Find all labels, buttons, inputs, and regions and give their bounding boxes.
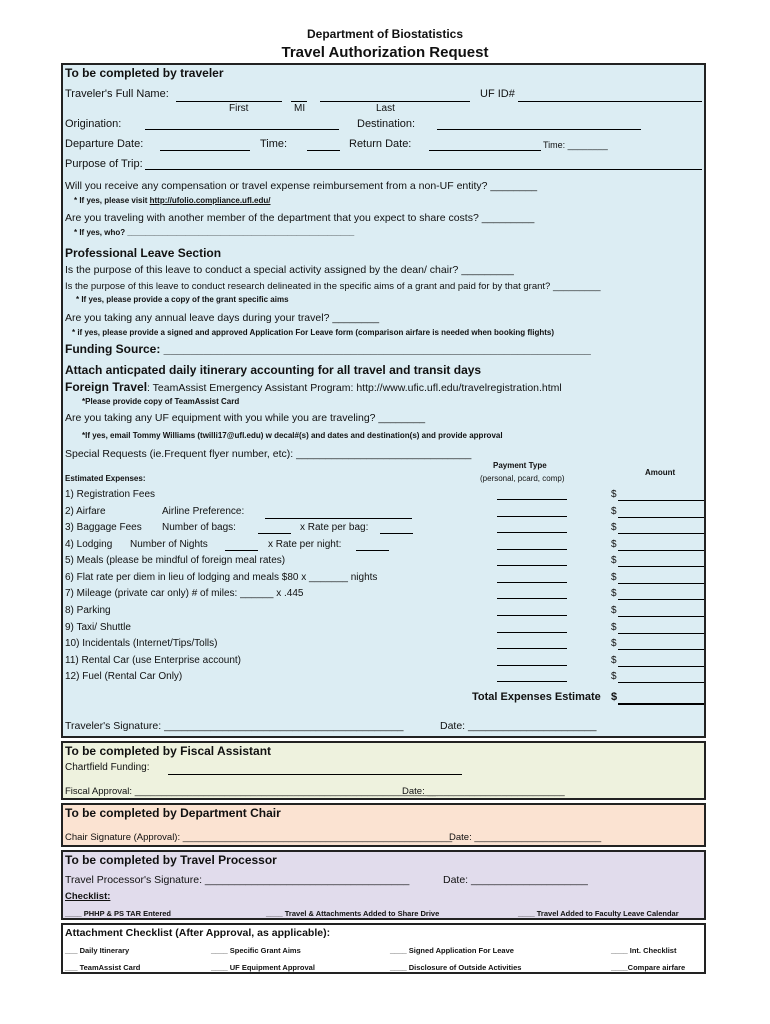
departure-time-field[interactable] — [307, 150, 340, 151]
bags-field[interactable] — [258, 533, 291, 534]
departure-time-label: Time: — [260, 138, 288, 150]
bag-rate-field[interactable] — [380, 533, 413, 534]
checklist-item-tar[interactable]: ____ PHHP & PS TAR Entered — [65, 909, 172, 918]
purpose-label: Purpose of Trip: — [65, 158, 143, 170]
compliance-note — [74, 196, 271, 205]
origination-label: Origination: — [65, 118, 122, 130]
attachment-leave-application[interactable]: ____ Signed Application For Leave — [390, 946, 514, 955]
traveler-heading: To be completed by traveler — [65, 66, 224, 80]
total-dollar-sign: $ — [611, 691, 618, 703]
dean-question: Is the purpose of this leave to conduct a special activity assigned by the dean/ chair? _________ — [65, 264, 514, 276]
amount-field-12[interactable] — [618, 682, 704, 683]
compliance-note-prefix: * If yes, please visit — [74, 196, 150, 205]
dollar-sign-9: $ — [611, 622, 617, 633]
equipment-question: Are you taking any UF equipment with you while you are traveling? ________ — [65, 412, 426, 424]
last-caption: Last — [376, 103, 395, 114]
payment-type-field-12[interactable] — [497, 681, 567, 682]
airline-preference-label: Airline Preference: — [162, 506, 245, 517]
traveler-date-field[interactable]: Date: ______________________ — [440, 720, 597, 732]
payment-type-field-4[interactable] — [497, 549, 567, 550]
dollar-sign-1: $ — [611, 489, 617, 500]
dollar-sign-7: $ — [611, 588, 617, 599]
amount-field-6[interactable] — [618, 583, 704, 584]
dollar-sign-4: $ — [611, 539, 617, 550]
departure-date-field[interactable] — [160, 150, 250, 151]
bag-rate-label: x Rate per bag: — [300, 522, 369, 533]
amount-field-8[interactable] — [618, 616, 704, 617]
form-title: Travel Authorization Request — [281, 44, 489, 61]
payment-type-field-11[interactable] — [497, 665, 567, 666]
attachment-equipment-approval[interactable]: ____ UF Equipment Approval — [211, 963, 315, 972]
annual-leave-note: * if yes, please provide a signed and approved Application For Leave form (comparison airfare is needed when booking flights) — [72, 328, 555, 337]
expense-label-2: 2) Airfare — [65, 506, 106, 517]
funding-source-label: Funding Source: ________________________________________________________________ — [65, 342, 591, 356]
destination-field[interactable] — [437, 129, 641, 130]
airline-preference-field[interactable] — [265, 518, 412, 519]
attachment-daily-itinerary[interactable]: ___ Daily Itinerary — [65, 946, 130, 955]
professional-leave-heading: Professional Leave Section — [65, 246, 222, 260]
return-time-label[interactable]: Time: ________ — [543, 140, 608, 150]
full-name-label: Traveler's Full Name: — [65, 88, 169, 100]
purpose-field[interactable] — [145, 169, 702, 170]
ufid-label: UF ID# — [480, 88, 515, 100]
expense-label-6: 6) Flat rate per diem in lieu of lodging and meals $80 x _______ nights — [65, 572, 378, 583]
traveler-signature-field[interactable]: Traveler's Signature: _________________________________________ — [65, 720, 404, 732]
amount-field-9[interactable] — [618, 633, 704, 634]
attachment-int-checklist[interactable]: ____ Int. Checklist — [611, 946, 677, 955]
attachment-teamassist-card[interactable]: ___ TeamAssist Card — [65, 963, 141, 972]
fiscal-heading: To be completed by Fiscal Assistant — [65, 744, 272, 758]
amount-field-11[interactable] — [618, 666, 704, 667]
expense-label-4: 4) Lodging — [65, 539, 113, 550]
checklist-label: Checklist: — [65, 891, 111, 902]
attachment-grant-aims[interactable]: ____ Specific Grant Aims — [211, 946, 301, 955]
annual-leave-question: Are you taking any annual leave days during your travel? ________ — [65, 312, 380, 324]
expense-label-9: 9) Taxi/ Shuttle — [65, 622, 131, 633]
expense-label-7: 7) Mileage (private car only) # of miles: ______ x .445 — [65, 588, 304, 599]
payment-type-field-8[interactable] — [497, 615, 567, 616]
payment-type-sub: (personal, pcard, comp) — [480, 474, 565, 483]
grant-note: * If yes, please provide a copy of the grant specific aims — [76, 295, 289, 304]
payment-type-field-5[interactable] — [497, 565, 567, 566]
first-caption: First — [229, 103, 249, 114]
night-rate-label: x Rate per night: — [268, 539, 342, 550]
payment-type-header: Payment Type — [493, 461, 547, 470]
attachment-outside-activities[interactable]: ____ Disclosure of Outside Activities — [390, 963, 522, 972]
return-date-field[interactable] — [429, 150, 541, 151]
fiscal-date-field[interactable]: Date: __________________________ — [402, 786, 565, 797]
dollar-sign-3: $ — [611, 522, 617, 533]
night-rate-field[interactable] — [356, 550, 389, 551]
chartfield-label: Chartfield Funding: — [65, 762, 150, 773]
expense-label-11: 11) Rental Car (use Enterprise account) — [65, 655, 242, 666]
foreign-travel-line — [65, 380, 562, 394]
nights-field[interactable] — [225, 550, 258, 551]
mi-caption: MI — [294, 103, 306, 114]
amount-field-5[interactable] — [618, 566, 704, 567]
processor-date-field[interactable]: Date: ____________________ — [443, 874, 588, 886]
who-note: * If yes, who? ___________________________________________________ — [74, 228, 355, 237]
dollar-sign-11: $ — [611, 655, 617, 666]
payment-type-field-2[interactable] — [497, 516, 567, 517]
total-expenses-label: Total Expenses Estimate — [472, 691, 601, 703]
payment-type-field-3[interactable] — [497, 532, 567, 533]
teamassist-note: *Please provide copy of TeamAssist Card — [82, 397, 240, 406]
expense-label-5: 5) Meals (please be mindful of foreign meal rates) — [65, 555, 286, 566]
dollar-sign-8: $ — [611, 605, 617, 616]
checklist-item-leave-calendar[interactable]: ____ Travel Added to Faculty Leave Calendar — [518, 909, 679, 918]
foreign-travel-text: : TeamAssist Emergency Assistant Program: http://www.ufic.ufl.edu/travelregistration.html — [147, 382, 562, 394]
payment-type-field-7[interactable] — [497, 598, 567, 599]
dollar-sign-5: $ — [611, 555, 617, 566]
payment-type-field-6[interactable] — [497, 582, 567, 583]
expense-label-3: 3) Baggage Fees — [65, 522, 142, 533]
processor-heading: To be completed by Travel Processor — [65, 853, 277, 867]
first-name-field[interactable] — [176, 101, 282, 102]
expense-label-1: 1) Registration Fees — [65, 489, 156, 500]
destination-label: Destination: — [357, 118, 416, 130]
bags-label: Number of bags: — [162, 522, 236, 533]
payment-type-field-1[interactable] — [497, 499, 567, 500]
compensation-question: Will you receive any compensation or travel expense reimbursement from a non-UF entity? ________ — [65, 180, 538, 192]
amount-field-7[interactable] — [618, 599, 704, 600]
dollar-sign-2: $ — [611, 506, 617, 517]
dollar-sign-12: $ — [611, 671, 617, 682]
special-requests-label: Special Requests (ie.Frequent flyer number, etc): ______________________________ — [65, 448, 472, 460]
origination-field[interactable] — [145, 129, 339, 130]
chartfield-field[interactable] — [168, 774, 462, 775]
total-amount-field[interactable] — [618, 703, 704, 705]
amount-field-1[interactable] — [618, 500, 704, 501]
estimated-expenses-label: Estimated Expenses: — [65, 474, 146, 483]
dollar-sign-10: $ — [611, 638, 617, 649]
mi-field[interactable] — [291, 101, 307, 102]
amount-field-4[interactable] — [618, 550, 704, 551]
checklist-item-share-drive[interactable]: ____ Travel & Attachments Added to Share Drive — [266, 909, 440, 918]
equipment-note: *If yes, email Tommy Williams (twilli17@ufl.edu) w decal#(s) and dates and destination(s) and provide approval — [82, 431, 503, 440]
foreign-travel-label: Foreign Travel — [65, 380, 148, 394]
payment-type-field-10[interactable] — [497, 648, 567, 649]
share-costs-question: Are you traveling with another member of the department that you expect to share costs? _________ — [65, 212, 535, 224]
last-name-field[interactable] — [320, 101, 470, 102]
nights-label: Number of Nights — [130, 539, 208, 550]
ufid-field[interactable] — [518, 101, 702, 102]
amount-field-10[interactable] — [618, 649, 704, 650]
itinerary-note: Attach anticpated daily itinerary accounting for all travel and transit days — [65, 363, 482, 377]
expense-label-8: 8) Parking — [65, 605, 111, 616]
attachment-heading: Attachment Checklist (After Approval, as applicable): — [65, 927, 331, 939]
amount-field-2[interactable] — [618, 517, 704, 518]
departure-label: Departure Date: — [65, 138, 144, 150]
dollar-sign-6: $ — [611, 572, 617, 583]
expense-label-12: 12) Fuel (Rental Car Only) — [65, 671, 183, 682]
amount-header: Amount — [645, 468, 676, 477]
attachment-compare-airfare[interactable]: ____Compare airfare — [611, 963, 686, 972]
return-label: Return Date: — [349, 138, 412, 150]
payment-type-field-9[interactable] — [497, 632, 567, 633]
chair-date-field[interactable]: Date: ________________________ — [449, 832, 602, 843]
expense-label-10: 10) Incidentals (Internet/Tips/Tolls) — [65, 638, 218, 649]
department-name: Department of Biostatistics — [306, 27, 464, 41]
chair-heading: To be completed by Department Chair — [65, 806, 281, 820]
amount-field-3[interactable] — [618, 533, 704, 534]
fiscal-approval-field[interactable]: Fiscal Approval: _________________________________________________________ — [65, 786, 436, 797]
compliance-link[interactable]: http://ufolio.compliance.ufl.edu/ — [149, 196, 271, 205]
processor-signature-field[interactable]: Travel Processor's Signature: ___________________________________ — [65, 874, 410, 886]
grant-question: Is the purpose of this leave to conduct research delineated in the specific aims of a grant and paid for by that grant? _________ — [65, 281, 601, 292]
chair-signature-field[interactable]: Chair Signature (Approval): ___________________________________________________ — [65, 832, 453, 843]
